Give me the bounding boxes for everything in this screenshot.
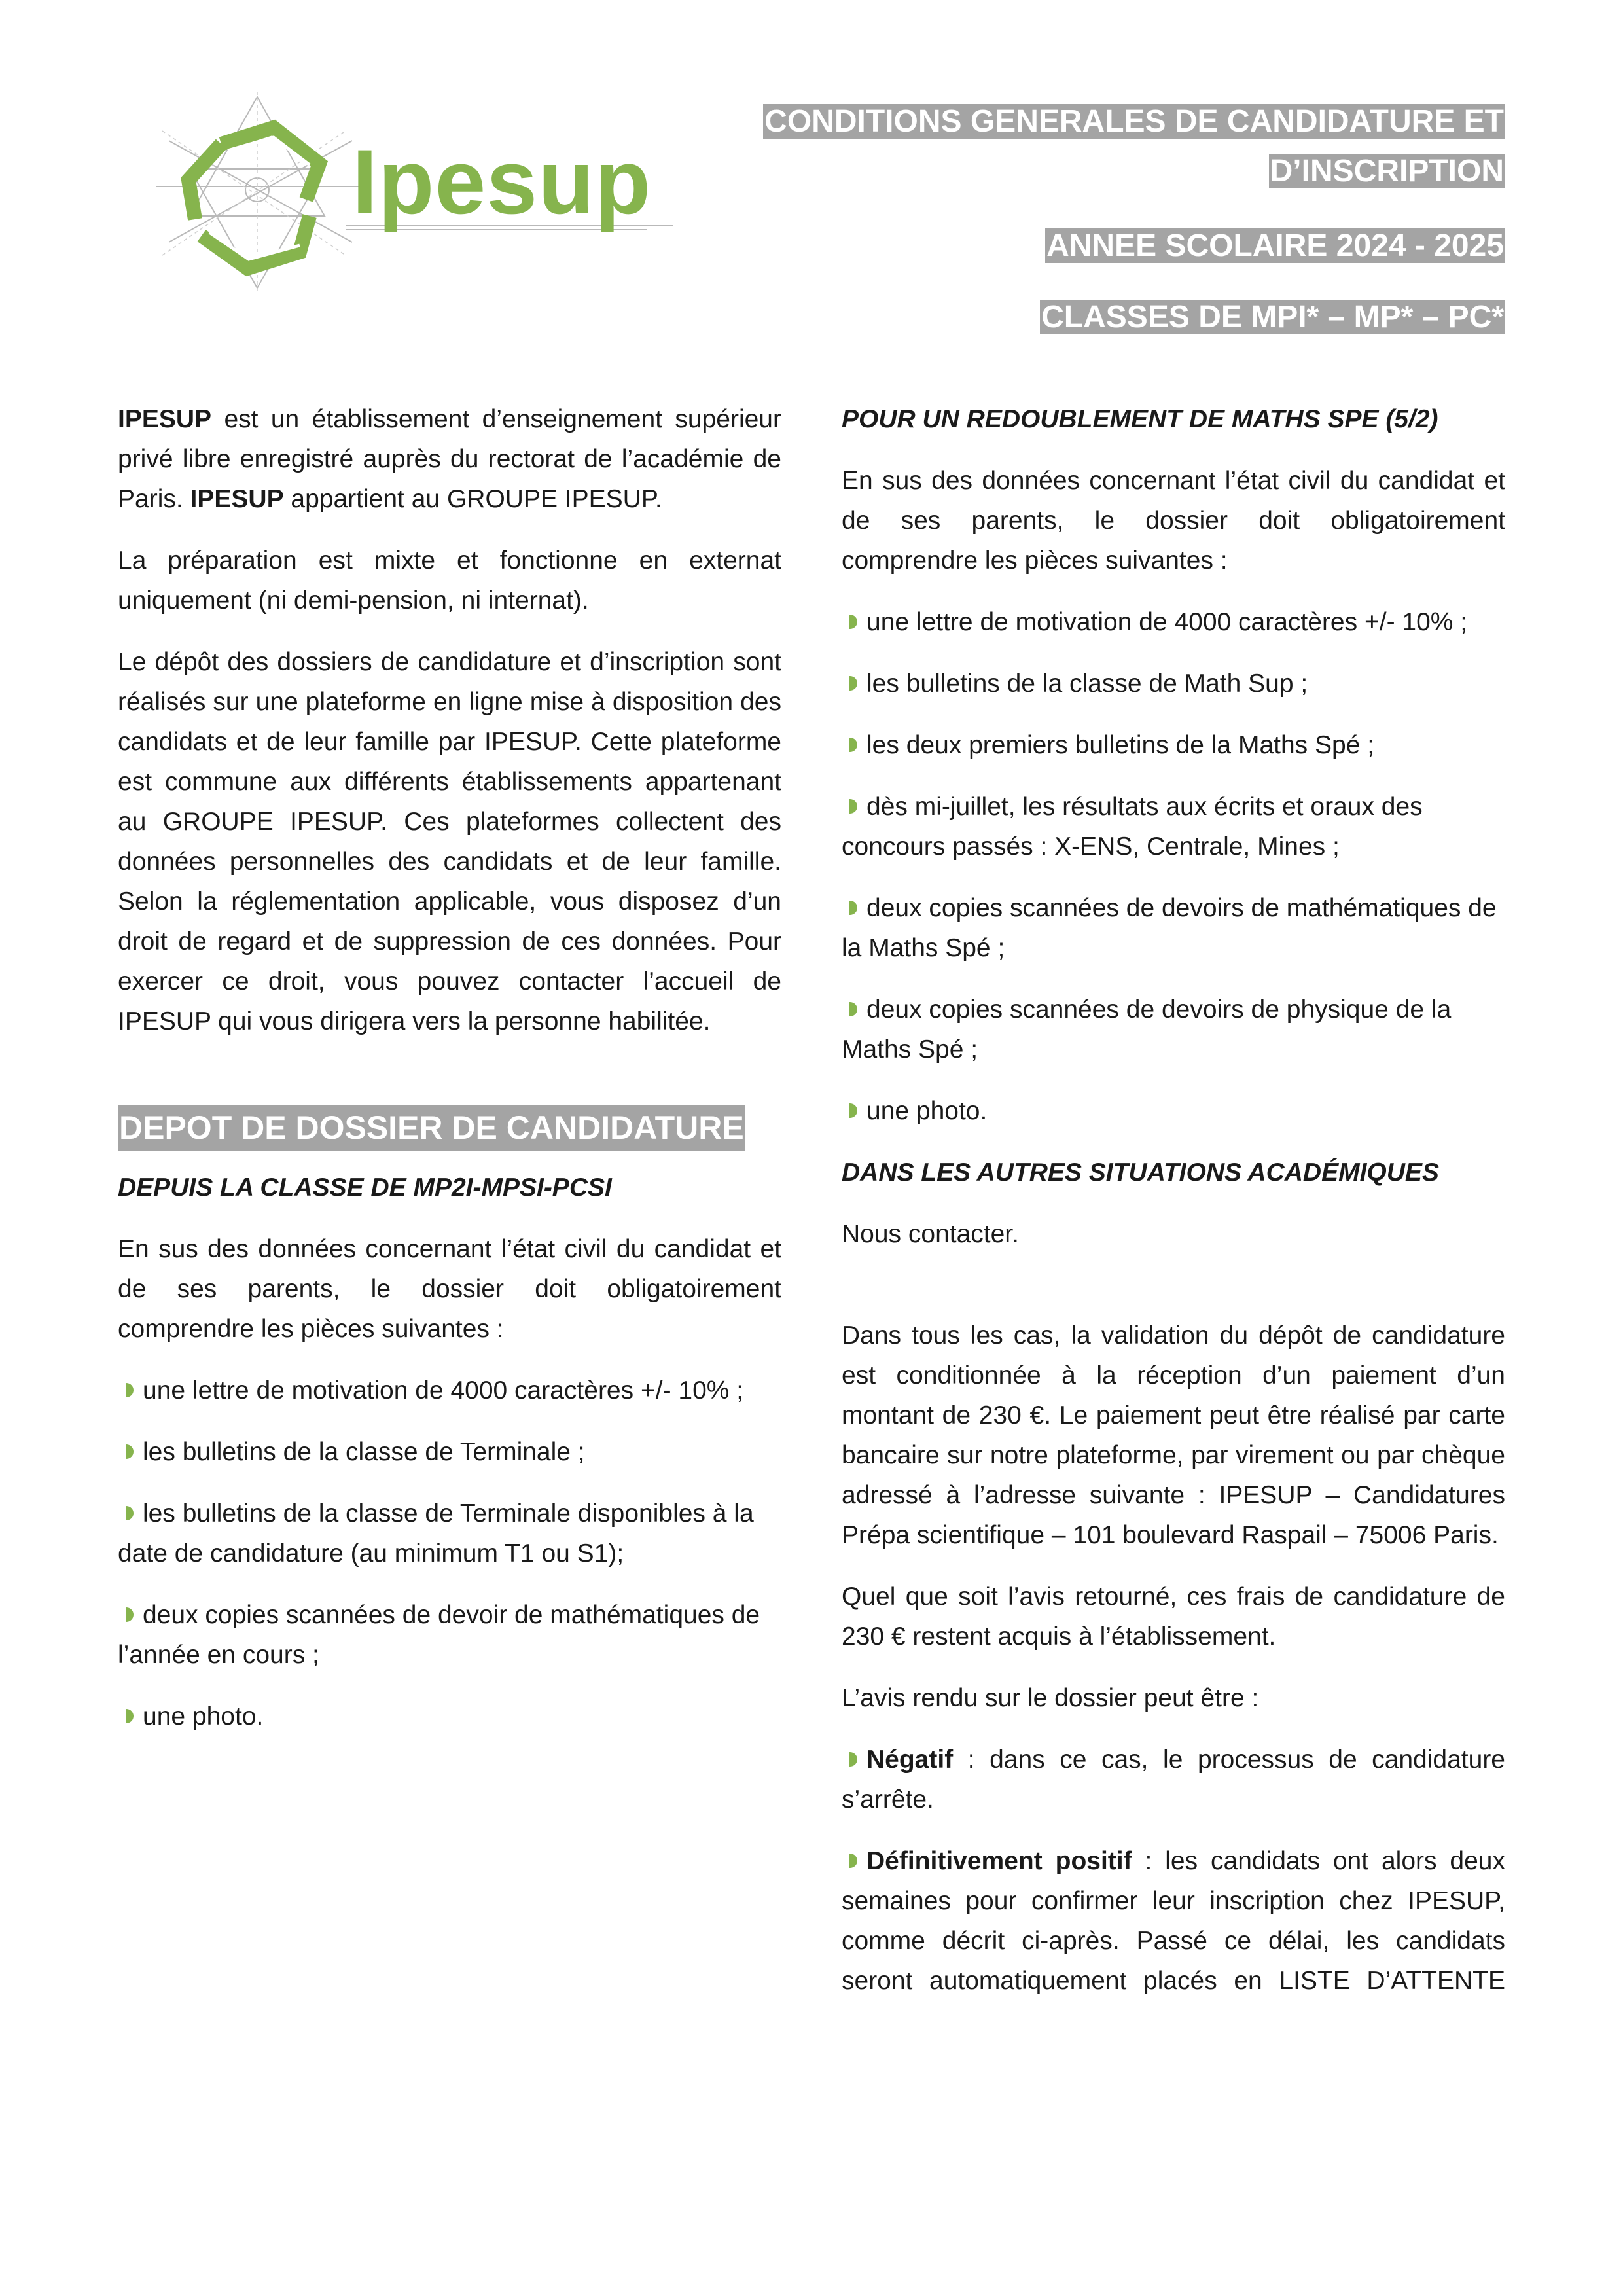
subheading-mp2i: DEPUIS LA CLASSE DE MP2I-MPSI-PCSI [118,1174,612,1202]
left-column [118,399,781,1758]
right-column [842,399,1505,2022]
bullet-icon [849,1854,857,1868]
list-item: les bulletins de la classe de Terminale disponibles à la date de candidature (au minimum T1 ou S1); [118,1499,754,1568]
intro-paragraph-1: IPESUP est un établissement d’enseignement supérieur privé libre enregistré auprès du rectorat de l’académie de Paris. IPESUP appartient au GROUPE IPESUP. [118,405,781,513]
list-item: deux copies scannées de devoirs de physique de la Maths Spé ; [842,996,1452,1064]
avis-positif: Définitivement positif : les candidats ont alors deux semaines pour confirmer leur inscription chez IPESUP, comme décrit ci-après. Passé ce délai, les candidats seront automatiquement placés en LISTE D’ATTENTE [842,1847,1505,1995]
list-item: une lettre de motivation de 4000 caractères +/- 10% ; [842,602,1505,642]
list-item: les bulletins de la classe de Terminale ; [118,1432,781,1472]
bullet-icon [126,1383,134,1397]
list-item: les deux premiers bulletins de la Maths Spé ; [842,725,1505,765]
document-title [763,97,1505,196]
ipesup-logo [149,92,679,301]
list-item: deux copies scannées de devoirs de mathématiques de la Maths Spé ; [842,894,1497,962]
bullet-icon [849,901,857,915]
bullet-icon [849,1103,857,1118]
paiement-paragraph: Dans tous les cas, la validation du dépôt de candidature est conditionnée à la réception d’un paiement d’un montant de 230 €. Le paiement peut être réalisé par carte bancaire sur notre plateforme, par virement ou par chèque adressé à l’adresse suivante : IPESUP – Candidatures Prépa scientifique – 101 boulevard Raspail – 75006 Paris. [842,1321,1505,1549]
list-item: une lettre de motivation de 4000 caractères +/- 10% ; [118,1371,781,1410]
bullet-icon [126,1607,134,1622]
title-line-1: CONDITIONS GENERALES DE CANDIDATURE ET [764,104,1504,139]
list-item: dès mi-juillet, les résultats aux écrits et oraux des concours passés : X-ENS, Centrale, Mines ; [842,793,1423,861]
intro-paragraph-3: Le dépôt des dossiers de candidature et d’inscription sont réalisés sur une plateforme en ligne mise à disposition des candidats et de leur famille par IPESUP. Cette plateforme est commune aux différents établissements appartenant au GROUPE IPESUP. Ces plateformes collectent des données personnelles des candidats et de leur famille. Selon la réglementation applicable, vous disposez d’un droit de regard et de suppression de ces données. Pour exercer ce droit, vous pouvez contacter l’accueil de IPESUP qui vous dirigera vers la personne habilitée. [118,648,781,1035]
bullet-icon [849,1752,857,1767]
section-title-depot: DEPOT DE DOSSIER DE CANDIDATURE [118,1105,745,1151]
bullet-icon [849,1002,857,1016]
bullet-icon [126,1709,134,1723]
school-year: ANNEE SCOLAIRE 2024 - 2025 [1046,228,1504,263]
frais-paragraph: Quel que soit l’avis retourné, ces frais de candidature de 230 € restent acquis à l’établissement. [842,1583,1505,1651]
list-item: une photo. [118,1696,781,1736]
brand-name: IPESUP [190,485,284,513]
list-item: deux copies scannées de devoir de mathématiques de l’année en cours ; [118,1601,760,1669]
bullet-icon [849,799,857,814]
classes-heading [1040,293,1505,342]
list-item: les bulletins de la classe de Math Sup ; [842,664,1505,704]
subheading-autres: DANS LES AUTRES SITUATIONS ACADÉMIQUES [842,1158,1439,1187]
redoublement-intro: En sus des données concernant l’état civil du candidat et de ses parents, le dossier doit obligatoirement comprendre les pièces suivantes : [842,467,1505,575]
avis-negatif: Négatif : dans ce cas, le processus de candidature s’arrête. [842,1746,1505,1814]
bullet-icon [126,1444,134,1459]
brand-name: IPESUP [118,405,212,433]
classes: CLASSES DE MPI* – MP* – PC* [1041,300,1504,334]
subheading-redoublement: POUR UN REDOUBLEMENT DE MATHS SPE (5/2) [842,405,1438,433]
bullet-icon [126,1506,134,1520]
avis-intro: L’avis rendu sur le dossier peut être : [842,1684,1259,1712]
school-year-heading [1045,221,1505,271]
mp2i-intro: En sus des données concernant l’état civil du candidat et de ses parents, le dossier doit obligatoirement comprendre les pièces suivantes : [118,1235,781,1343]
title-line-2: D’INSCRIPTION [1270,154,1504,188]
bullet-icon [849,676,857,691]
bullet-icon [849,738,857,752]
intro-paragraph-2: La préparation est mixte et fonctionne en externat uniquement (ni demi-pension, ni internat). [118,547,781,615]
autres-text: Nous contacter. [842,1220,1019,1248]
list-item: une photo. [842,1091,1505,1131]
logo-wordmark: Ipesup [352,130,652,233]
bullet-icon [849,615,857,629]
